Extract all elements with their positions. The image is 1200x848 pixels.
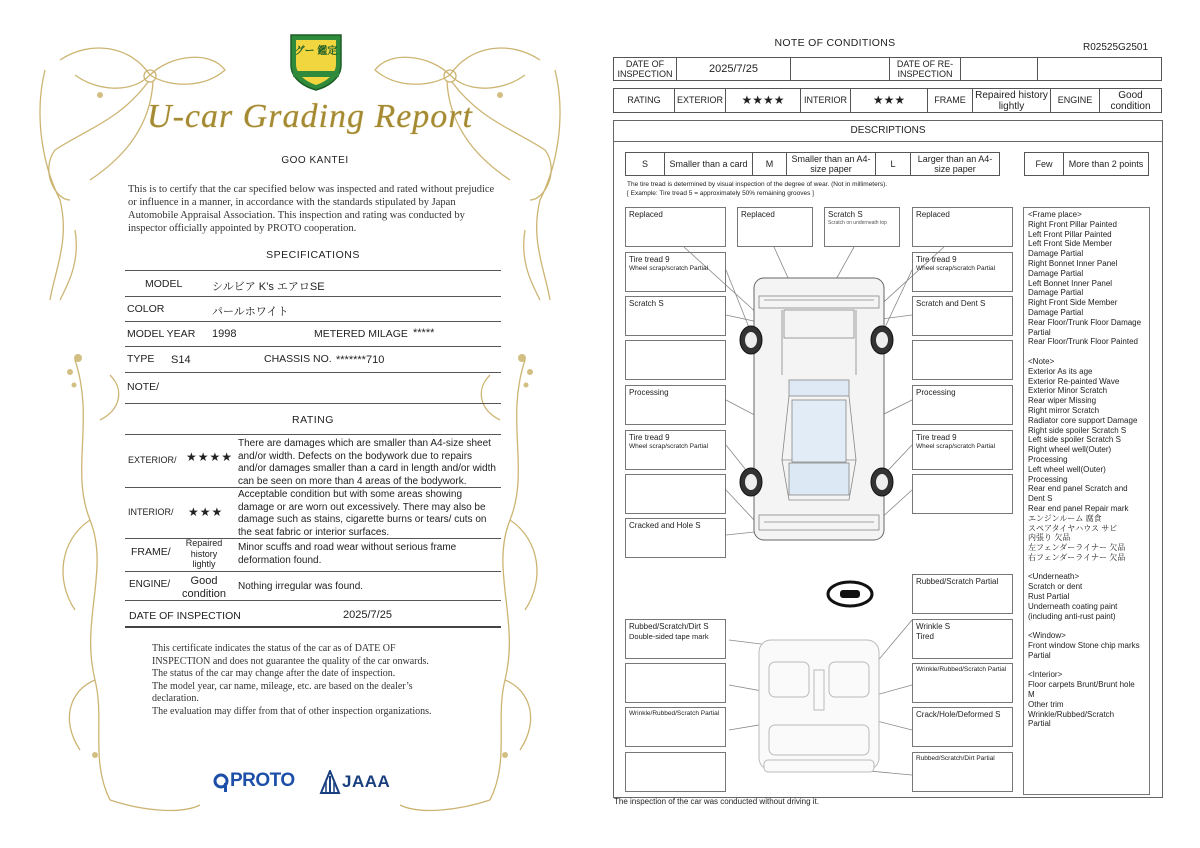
legend-text-l: Larger than an A4-size paper [910, 152, 1000, 176]
note-line: Left Front Side Member [1028, 239, 1113, 249]
note-line: Floor carpets Brunt/Brunt hole [1028, 680, 1135, 690]
box-front-right: Replaced [912, 207, 1013, 247]
mileage-label: METERED MILAGE [314, 328, 408, 340]
box-interior-left-3: Wrinkle/Rubbed/Scratch Partial [625, 707, 726, 747]
interior-stars: ★★★ [188, 505, 224, 519]
engine-label: ENGINE [1050, 88, 1100, 113]
model-label: MODEL [145, 278, 183, 290]
mileage-value: ***** [413, 327, 435, 339]
certificate-subtitle: GOO KANTEI [281, 155, 349, 166]
box-interior-left-1: Rubbed/Scratch/Dirt S Double-sided tape mark [625, 619, 726, 659]
footer-line: This certificate indicates the status of the car as of DATE OF [152, 643, 396, 654]
note-line: Other trim [1028, 699, 1064, 709]
note-line: Left Front Pillar Painted [1028, 229, 1112, 239]
footer-line: The model year, car name, mileage, etc. are based on the dealer’s [152, 680, 413, 692]
exterior-label: EXTERIOR/ [128, 455, 177, 465]
note-line: スペアタイヤハウス サビ [1028, 523, 1118, 533]
note-line: Damage Partial [1028, 307, 1084, 317]
exterior-description: There are damages which are smaller than A4-size sheet and/or width. Defects on the bodywork due to repairs and/or damages smaller than a card in length and/or width can be seen on more than 4 areas of the bodywork. [238, 438, 496, 487]
box-interior-left-4 [625, 752, 726, 792]
steering-wheel-icon [828, 582, 872, 606]
note-line: Left side spoiler Scratch S [1028, 435, 1121, 445]
note-line: Partial [1028, 650, 1051, 660]
chassis-label: CHASSIS NO. [264, 353, 332, 365]
note-line: Processing [1028, 454, 1068, 464]
exterior-stars: ★★★★ [186, 450, 234, 464]
legend-text-m: Smaller than an A4-size paper [786, 152, 876, 176]
legend-code-m: M [752, 152, 787, 176]
note-line: <Frame place> [1028, 210, 1082, 219]
note-line: Partial [1028, 327, 1051, 337]
box-right-5: Tire tread 9 Wheel scrap/scratch Partial [912, 430, 1013, 470]
legend-code-l: L [875, 152, 911, 176]
legend-code-s: S [625, 152, 665, 176]
note-label: NOTE/ [127, 381, 160, 393]
note-line: <Interior> [1028, 670, 1063, 680]
box-right-3 [912, 340, 1013, 380]
note-line: Right Front Side Member [1028, 298, 1118, 308]
note-line: Exterior Re-painted Wave [1028, 376, 1120, 386]
date-of-inspection-label: DATE OF INSPECTION [129, 610, 241, 622]
interior-stars: ★★★ [850, 88, 928, 113]
note-line: <Window> [1028, 631, 1066, 641]
note-line [1028, 661, 1145, 671]
frame-description: Minor scuffs and road wear without serious frame deformation found. [238, 542, 457, 566]
footer-line: The status of the car may change after the date of inspection. [152, 668, 396, 679]
certificate-footer [152, 643, 482, 718]
interior-label: INTERIOR/ [128, 507, 174, 517]
color-label: COLOR [127, 303, 165, 315]
note-line [1028, 563, 1145, 573]
proto-logo: PROTO [230, 770, 295, 791]
note-line: Exterior As its age [1028, 366, 1093, 376]
note-line [1028, 621, 1145, 631]
rating-heading: RATING [292, 414, 334, 426]
note-line: Rust Partial [1028, 592, 1070, 602]
engine-value: Good condition [1099, 88, 1162, 113]
note-line: Right wheel well(Outer) [1028, 445, 1112, 455]
model-year-value: 1998 [212, 328, 237, 340]
note-line: Wrinkle/Rubbed/Scratch [1028, 709, 1115, 719]
note-line: Rear Floor/Trunk Floor Damage [1028, 317, 1142, 327]
note-line: Right Front Pillar Painted [1028, 219, 1117, 229]
legend-code-few: Few [1024, 152, 1064, 176]
chassis-value: *******710 [336, 354, 385, 366]
frame-value: Repaired history lightly [185, 538, 223, 569]
rating-label: RATING [613, 88, 675, 113]
date-of-inspection-label: DATE OF INSPECTION [613, 57, 677, 81]
goo-kantei-logo [287, 31, 345, 91]
note-line: (including anti-rust paint) [1028, 611, 1116, 621]
box-left-6 [625, 474, 726, 514]
note-line: Rear end panel Repair mark [1028, 503, 1129, 513]
certificate-statement: This is to certify that the car specified below was inspected and rated without prejudice or influence in a manner, in accordance with the standards stipulated by Japan Automobile Appraisal Association. This inspection and rating was conducted by inspector officially appointed by PROTO cooperation. [128, 184, 495, 234]
note-line: <Note> [1028, 356, 1055, 366]
note-line: 右フェンダーライナー 欠品 [1028, 552, 1126, 562]
note-line: M [1028, 690, 1035, 700]
legend-text-few: More than 2 points [1063, 152, 1149, 176]
proto-logo-icon [213, 773, 229, 793]
note-line: Front window Stone chip marks [1028, 641, 1140, 651]
box-right-6 [912, 474, 1013, 514]
footer-line: declaration. [152, 693, 199, 704]
specifications-heading: SPECIFICATIONS [266, 249, 360, 261]
engine-value: Good condition [181, 575, 227, 600]
tire-tread-example: [ Example: Tire tread 5 = approximately 50% remaining grooves ] [627, 190, 814, 197]
box-interior-left-2 [625, 663, 726, 703]
box-right-2: Scratch and Dent S [912, 296, 1013, 336]
engine-description: Nothing irregular was found. [238, 581, 364, 592]
note-line: Damage Partial [1028, 288, 1084, 298]
reinspection-label: DATE OF RE-INSPECTION [889, 57, 961, 81]
exterior-label: EXTERIOR [674, 88, 726, 113]
footer-line: INSPECTION and does not guarantee the quality of the car onwards. [152, 655, 429, 667]
descriptions-heading: DESCRIPTIONS [613, 120, 1163, 142]
box-left-1: Tire tread 9 Wheel scrap/scratch Partial [625, 252, 726, 292]
box-front-mid-right: Scratch S Scratch on underneath top [824, 207, 900, 247]
note-line: Dent S [1028, 494, 1053, 504]
note-line: Processing [1028, 474, 1068, 484]
note-line: Partial [1028, 719, 1051, 729]
frame-label: FRAME/ [131, 546, 171, 558]
note-line: Damage Partial [1028, 268, 1084, 278]
tire-tread-note: The tire tread is determined by visual inspection of the degree of wear. (Not in millimeters). [627, 181, 888, 188]
report-id: R02525G2501 [1083, 42, 1149, 53]
box-interior-right-4: Rubbed/Scratch/Dirt Partial [912, 752, 1013, 792]
box-right-1: Tire tread 9 Wheel scrap/scratch Partial [912, 252, 1013, 292]
reinspection-value [960, 57, 1038, 81]
note-line: Right side spoiler Scratch S [1028, 425, 1127, 435]
date-of-inspection-value: 2025/7/25 [343, 609, 392, 621]
box-left-5: Tire tread 9 Wheel scrap/scratch Partial [625, 430, 726, 470]
box-front-left: Replaced [625, 207, 726, 247]
box-left-4: Processing [625, 385, 726, 425]
note-line: Right mirror Scratch [1028, 405, 1100, 415]
box-front-mid-left: Replaced [737, 207, 813, 247]
exterior-stars: ★★★★ [725, 88, 801, 113]
condition-notes [1023, 207, 1150, 795]
box-left-3 [625, 340, 726, 380]
date-blank-cell-2 [1037, 57, 1162, 81]
note-line: Rear Floor/Trunk Floor Painted [1028, 337, 1138, 347]
note-line: Damage Partial [1028, 249, 1084, 259]
box-interior-right-1: Wrinkle S Tired [912, 619, 1013, 659]
interior-label: INTERIOR [800, 88, 851, 113]
type-value: S14 [171, 354, 191, 366]
date-of-inspection-value: 2025/7/25 [676, 57, 791, 81]
type-label: TYPE [127, 353, 155, 365]
box-interior-right-2: Wrinkle/Rubbed/Scratch Partial [912, 663, 1013, 703]
note-line: Right Bonnet Inner Panel [1028, 258, 1118, 268]
note-line: <Underneath> [1028, 572, 1080, 582]
note-line: Radiator core support Damage [1028, 415, 1138, 425]
frame-label: FRAME [927, 88, 973, 113]
interior-description: Acceptable condition but with some areas showing damage or are worn out excessively. There may also be damage such as stains, cigarette burns or tears/ cuts on the seat fabric or interior surfaces. [238, 489, 487, 538]
box-right-4: Processing [912, 385, 1013, 425]
note-line: 左フェンダーライナー 欠品 [1028, 543, 1126, 553]
footer-line: The evaluation may differ from that of other inspection organizations. [152, 705, 432, 717]
note-line: Left Bonnet Inner Panel [1028, 278, 1113, 288]
note-line: エンジンルーム 腐食 [1028, 513, 1102, 523]
note-line: Rear wiper Missing [1028, 396, 1097, 406]
engine-label: ENGINE/ [129, 579, 171, 590]
certificate-title: U-car Grading Report [147, 98, 473, 135]
model-value: シルビア K’s エアロSE [212, 281, 325, 293]
box-steering-right: Rubbed/Scratch Partial [912, 574, 1013, 614]
color-value: パールホワイト [212, 306, 289, 318]
frame-value: Repaired history lightly [972, 88, 1051, 113]
model-year-label: MODEL YEAR [127, 328, 196, 340]
box-left-7: Cracked and Hole S [625, 518, 726, 558]
note-line [1028, 347, 1145, 357]
conditions-title: NOTE OF CONDITIONS [774, 37, 896, 49]
note-line: Scratch or dent [1028, 582, 1083, 592]
note-line: Underneath coating paint [1028, 601, 1118, 611]
note-line: Rear end panel Scratch and [1028, 484, 1128, 494]
jaaa-logo-icon [319, 770, 341, 794]
box-left-2: Scratch S [625, 296, 726, 336]
jaaa-logo: JAAA [342, 772, 391, 791]
legend-text-s: Smaller than a card [664, 152, 753, 176]
goo-kantei-logo-text: グー 鑑定 [294, 46, 338, 57]
note-line: 内張り 欠品 [1028, 533, 1071, 543]
conditions-footer: The inspection of the car was conducted without driving it. [614, 797, 819, 806]
note-line: Left wheel well(Outer) [1028, 464, 1106, 474]
date-blank-cell [790, 57, 890, 81]
note-line: Exterior Minor Scratch [1028, 386, 1108, 396]
box-interior-right-3: Crack/Hole/Deformed S [912, 707, 1013, 747]
